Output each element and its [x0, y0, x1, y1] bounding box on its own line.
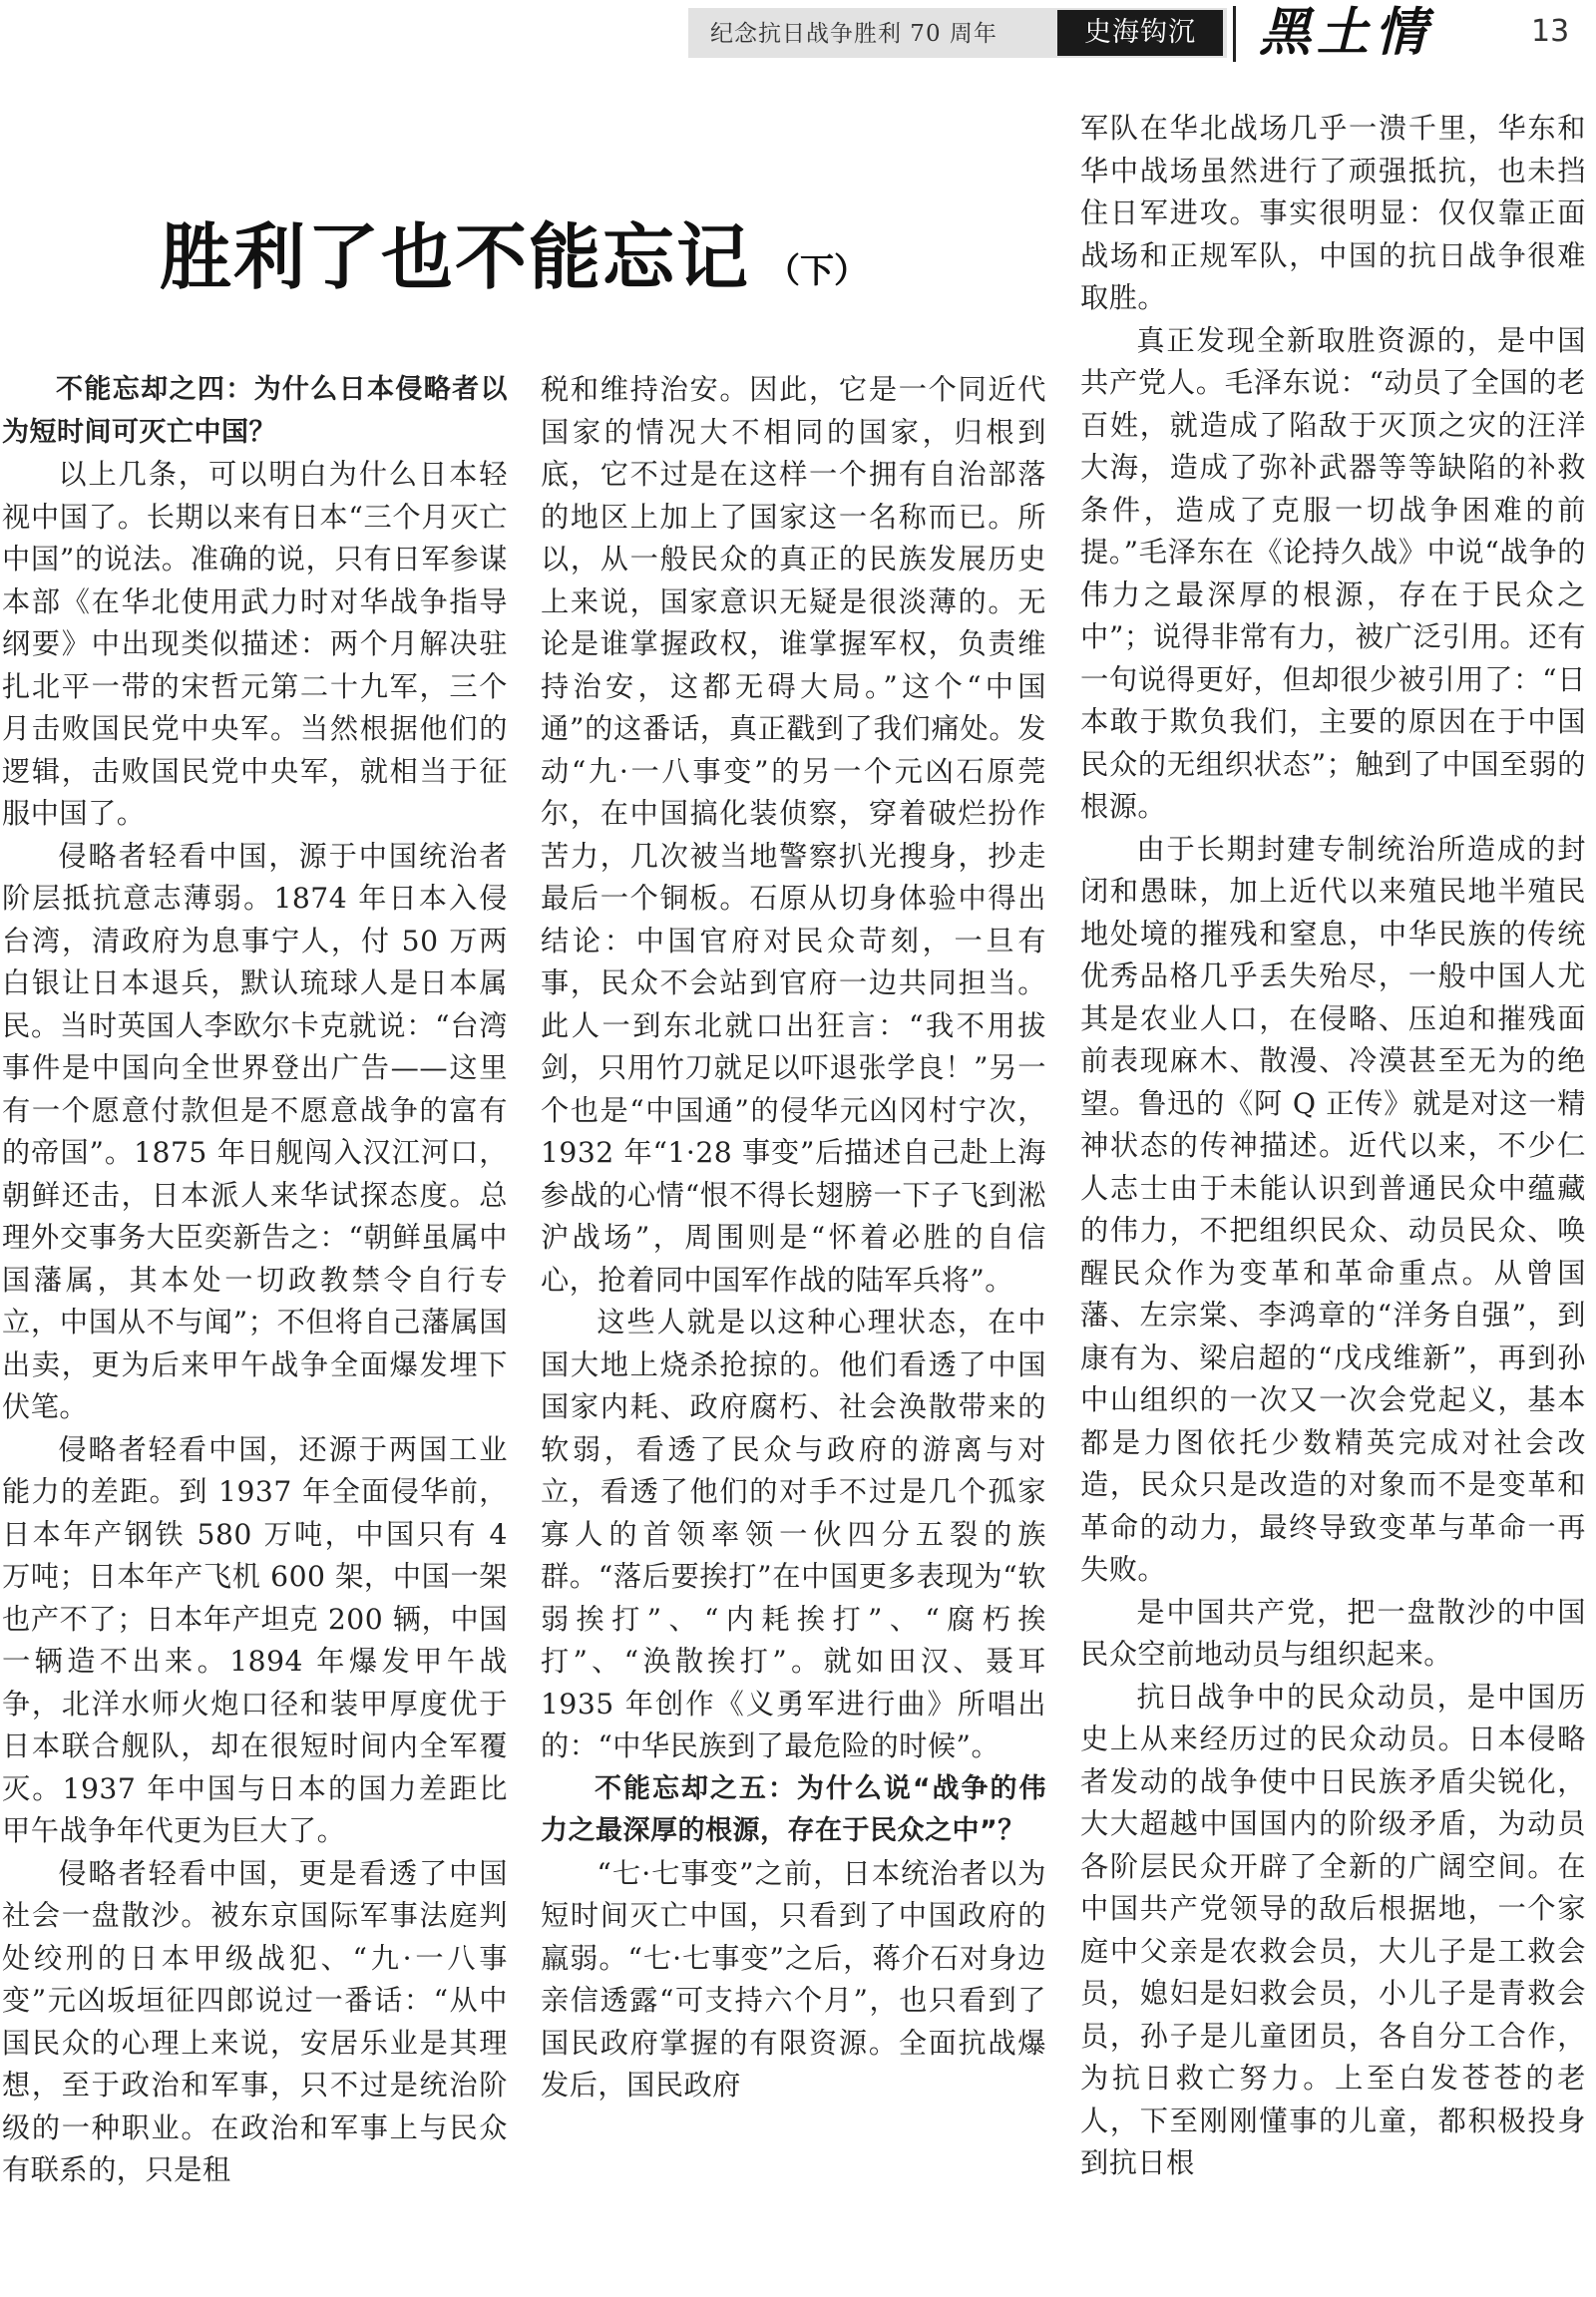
paragraph-continued: 军队在华北战场几乎一溃千里，华东和华中战场虽然进行了顽强抵抗，也未挡住日军进攻。事实很明显：仅仅靠正面战场和正规军队，中国的抗日战争很难取胜。 [1080, 112, 1586, 314]
magazine-logo: 黑土情 [1259, 2, 1433, 63]
article-title-block [160, 199, 868, 303]
header-slogan: 纪念抗日战争胜利 70 周年 [710, 21, 998, 47]
paragraph-continued: 税和维持治安。因此，它是一个同近代国家的情况大不相同的国家，归根到底，它不过是在这样一个拥有自治部落的地区上加上了国家这一名称而已。所以，从一般民众的真正的民族发展历史上来说，国家意识无疑是很淡薄的。无论是谁掌握政权，谁掌握军权，负责维持治安，这都无碍大局。”这个“中国通”的这番话，真正戳到了我们痛处。发动“九·一八事变”的另一个元凶石原莞尔，在中国搞化装侦察，穿着破烂扮作苦力，几次被当地警察扒光搜身，抄走最后一个铜板。石原从切身体验中得出结论：中国官府对民众苛刻，一旦有事，民众不会站到官府一边共同担当。此人一到东北就口出狂言：“我不用拔剑，只用竹刀就足以吓退张学良！”另一个也是“中国通”的侵华元凶冈村宁次，1932 年“1·28 事变”后描述自己赴上海参战的心情“恨不得长翅膀一下子飞到淞沪战场”，周围则是“怀着必胜的自信心，抢着同中国军作战的陆军兵将”。 [541, 373, 1046, 1297]
text-column-1 [2, 369, 508, 2192]
header-divider [1233, 6, 1236, 62]
paragraph: “七·七事变”之前，日本统治者以为短时间灭亡中国，只看到了中国政府的羸弱。“七·七事变”之后，蒋介石对身边亲信透露“可支持六个月”，也只看到了国民政府掌握的有限资源。全面抗战爆发后，国民政府 [541, 1856, 1046, 2102]
paragraph: 抗日战争中的民众动员，是中国历史上从来经历过的民众动员。日本侵略者发动的战争使中日民族矛盾尖锐化，大大超越中国国内的阶级矛盾，为动员各阶层民众开辟了全新的广阔空间。在中国共产党领导的敌后根据地，一个家庭中父亲是农救会员，大儿子是工救会员，媳妇是妇救会员，小儿子是青救会员，孙子是儿童团员，各自分工合作，为抗日救亡努力。上至白发苍苍的老人，下至刚刚懂事的儿童，都积极投身到抗日根 [1080, 1680, 1586, 2179]
column-tag: 史海钩沉 [1057, 10, 1223, 56]
page-number: 13 [1531, 14, 1570, 49]
text-column-3 [1080, 108, 1586, 2185]
article-title: 胜利了也不能忘记 [160, 214, 751, 299]
paragraph: 侵略者轻看中国，还源于两国工业能力的差距。到 1937 年全面侵华前，日本年产钢铁 580 万吨，中国只有 4 万吨；日本年产飞机 600 架，中国一架也产不了；日本年产坦克 200 辆，中国一辆造不出来。1894 年爆发甲午战争，北洋水师火炮口径和装甲厚度优于日本联合舰队，却在很短时间内全军覆灭。1937 年中国与日本的国力差距比甲午战争年代更为巨大了。 [2, 1432, 508, 1847]
article-subtitle: （下） [766, 251, 869, 291]
paragraph: 是中国共产党，把一盘散沙的中国民众空前地动员与组织起来。 [1080, 1595, 1586, 1671]
paragraph: 以上几条，可以明白为什么日本轻视中国了。长期以来有日本“三个月灭亡中国”的说法。准确的说，只有日军参谋本部《在华北使用武力时对华战争指导纲要》中出现类似描述：两个月解决驻扎北平一带的宋哲元第二十九军，三个月击败国民党中央军。当然根据他们的逻辑，击败国民党中央军，就相当于征服中国了。 [2, 458, 508, 830]
section-heading-4: 不能忘却之四：为什么日本侵略者以为短时间可灭亡中国？ [2, 374, 508, 448]
paragraph: 真正发现全新取胜资源的，是中国共产党人。毛泽东说：“动员了全国的老百姓，就造成了陷敌于灭顶之灾的汪洋大海，造成了弥补武器等等缺陷的补救条件，造成了克服一切战争困难的前提。”毛泽东在《论持久战》中说“战争的伟力之最深厚的根源，存在于民众之中”；说得非常有力，被广泛引用。还有一句说得更好，但却很少被引用了：“日本敢于欺负我们，主要的原因在于中国民众的无组织状态”；触到了中国至弱的根源。 [1080, 323, 1586, 823]
paragraph: 侵略者轻看中国，源于中国统治者阶层抵抗意志薄弱。1874 年日本入侵台湾，清政府为息事宁人，付 50 万两白银让日本退兵，默认琉球人是日本属民。当时英国人李欧尔卡克就说：“台湾事件是中国向全世界登出广告——这里有一个愿意付款但是不愿意战争的富有的帝国”。1875 年日舰闯入汉江河口，朝鲜还击，日本派人来华试探态度。总理外交事务大臣奕新告之：“朝鲜虽属中国藩属，其本处一切政教禁令自行专立，中国从不与闻”；不但将自己藩属国出卖，更为后来甲午战争全面爆发埋下伏笔。 [2, 839, 508, 1423]
paragraph: 侵略者轻看中国，更是看透了中国社会一盘散沙。被东京国际军事法庭判处绞刑的日本甲级战犯、“九·一八事变”元凶坂垣征四郎说过一番话：“从中国民众的心理上来说，安居乐业是其理想，至于政治和军事，只不过是统治阶级的一种职业。在政治和军事上与民众有联系的，只是租 [2, 1856, 508, 2186]
text-column-2 [541, 369, 1046, 2107]
section-heading-5: 不能忘却之五：为什么说“战争的伟力之最深厚的根源，存在于民众之中”？ [541, 1772, 1046, 1846]
paragraph: 这些人就是以这种心理状态，在中国大地上烧杀抢掠的。他们看透了中国国家内耗、政府腐朽、社会涣散带来的软弱，看透了民众与政府的游离与对立，看透了他们的对手不过是几个孤家寡人的首领率领一伙四分五裂的族群。“落后要挨打”在中国更多表现为“软弱挨打”、“内耗挨打”、“腐朽挨打”、“涣散挨打”。就如田汉、聂耳 1935 年创作《义勇军进行曲》所唱出的：“中华民族到了最危险的时候”。 [541, 1306, 1046, 1762]
paragraph: 由于长期封建专制统治所造成的封闭和愚昧，加上近代以来殖民地半殖民地处境的摧残和窒息，中华民族的传统优秀品格几乎丢失殆尽，一般中国人尤其是农业人口，在侵略、压迫和摧残面前表现麻木、散漫、冷漠甚至无为的绝望。鲁迅的《阿 Q 正传》就是对这一精神状态的传神描述。近代以来，不少仁人志士由于未能认识到普通民众中蕴藏的伟力，不把组织民众、动员民众、唤醒民众作为变革和革命重点。从曾国藩、左宗棠、李鸿章的“洋务自强”，到康有为、梁启超的“戊戌维新”，再到孙中山组织的一次又一次会党起义，基本都是力图依托少数精英完成对社会改造，民众只是改造的对象而不是变革和革命的动力，最终导致变革与革命一再失败。 [1080, 832, 1586, 1586]
